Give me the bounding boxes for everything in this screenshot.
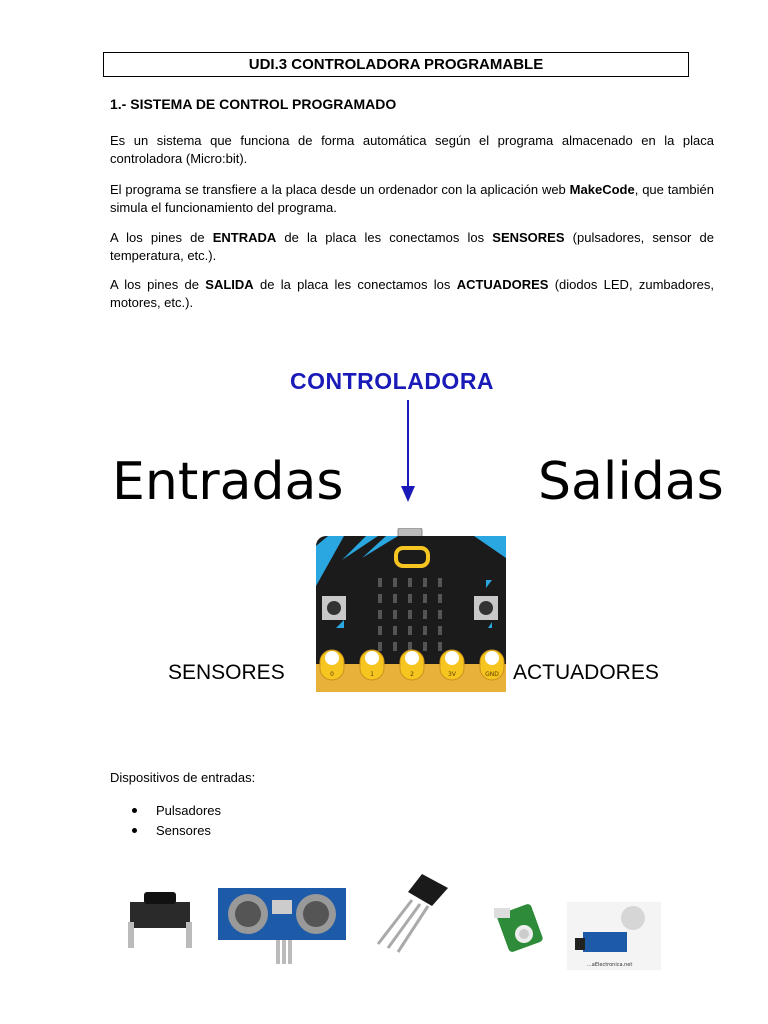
svg-text:1: 1 bbox=[370, 671, 374, 678]
sensores-label: SENSORES bbox=[168, 661, 285, 684]
paragraph-3: A los pines de ENTRADA de la placa les conectamos los SENSORES (pulsadores, sensor de temperatura, etc.). bbox=[110, 230, 714, 263]
watermark-text: ...aElectronica.net bbox=[587, 962, 633, 968]
light-sensor-image bbox=[486, 902, 556, 960]
paragraph-4: A los pines de SALIDA de la placa les conectamos los ACTUADORES (diodos LED, zumbadores, motores, etc.). bbox=[110, 277, 714, 310]
microbit-board-image bbox=[316, 528, 508, 694]
section-heading: 1.- SISTEMA DE CONTROL PROGRAMADO bbox=[110, 96, 397, 112]
down-arrow-icon bbox=[396, 398, 420, 506]
bullet-icon bbox=[132, 828, 137, 833]
devices-title: Dispositivos de entradas: bbox=[110, 770, 256, 785]
push-button-image bbox=[110, 862, 210, 962]
temperature-sensor-image bbox=[360, 858, 468, 956]
svg-text:3V: 3V bbox=[448, 671, 456, 678]
actuadores-label: ACTUADORES bbox=[513, 661, 659, 684]
svg-text:2: 2 bbox=[410, 671, 414, 678]
bullet-icon bbox=[132, 808, 137, 813]
entradas-label: Entradas bbox=[112, 452, 344, 512]
list-item: Pulsadores bbox=[156, 801, 221, 821]
sound-sensor-image bbox=[567, 902, 661, 970]
devices-list bbox=[156, 801, 221, 841]
controladora-label: CONTROLADORA bbox=[290, 368, 495, 394]
document-title: UDI.3 CONTROLADORA PROGRAMABLE bbox=[103, 52, 689, 77]
svg-text:GND: GND bbox=[485, 671, 499, 678]
makecode-bold: MakeCode bbox=[569, 182, 635, 197]
salidas-label: Salidas bbox=[538, 452, 724, 512]
paragraph-2: El programa se transfiere a la placa desde un ordenador con la aplicación web MakeCode, que también simula el funcionamiento del programa. bbox=[110, 182, 715, 215]
paragraph-1: Es un sistema que funciona de forma automática según el programa almacenado en la placa controladora (Micro:bit). bbox=[110, 133, 714, 166]
svg-text:0: 0 bbox=[330, 671, 334, 678]
list-item: Sensores bbox=[156, 821, 221, 841]
ultrasonic-sensor-image bbox=[214, 882, 350, 966]
